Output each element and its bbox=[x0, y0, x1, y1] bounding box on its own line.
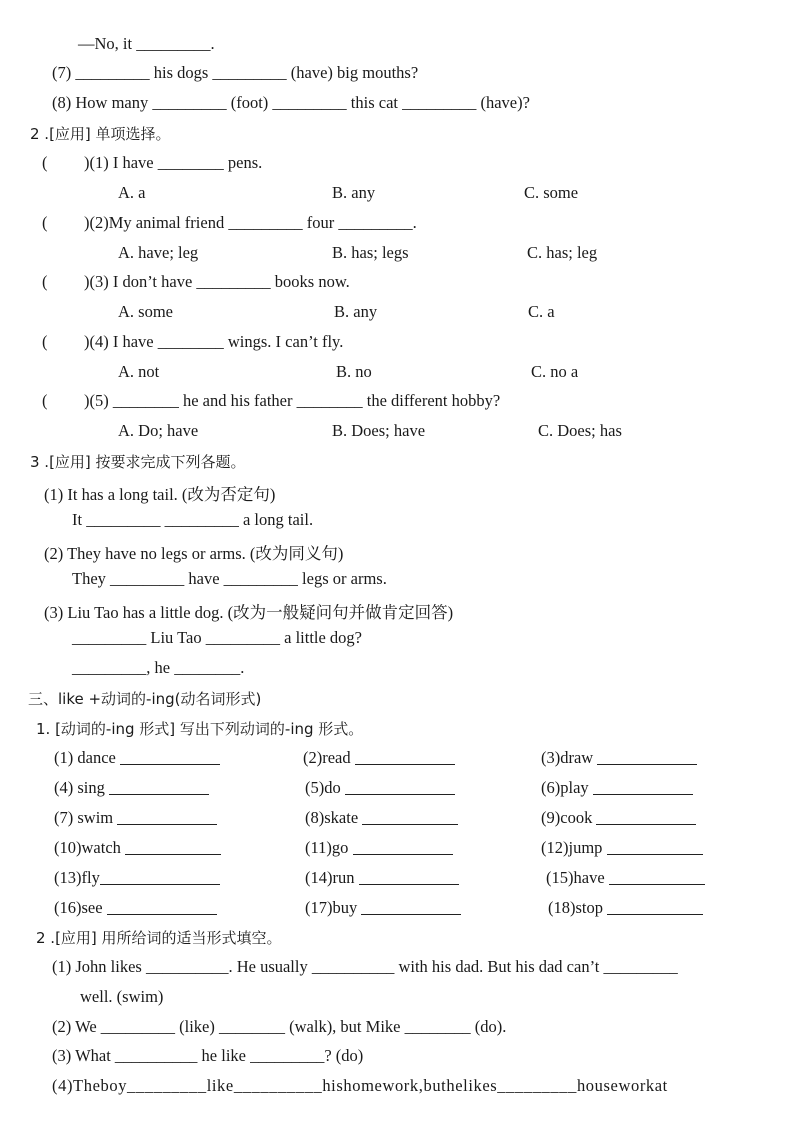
verb-item: (1) dance bbox=[54, 748, 220, 768]
fill-in-4: (4)Theboy_________like__________hishomework,buthelikes_________houseworkat bbox=[52, 1076, 668, 1095]
question-8: (8) How many _________ (foot) _________ this cat _________ (have)? bbox=[52, 93, 530, 112]
verb-item: (17)buy bbox=[305, 898, 461, 918]
verb-item: (8)skate bbox=[305, 808, 458, 828]
section-3-heading: 3 .[应用] 按要求完成下列各题。 bbox=[30, 453, 246, 471]
verb-item: (6)play bbox=[541, 778, 693, 798]
mcq-5-option-b: B. Does; have bbox=[332, 421, 426, 440]
fill-in-2: (2) We _________ (like) ________ (walk), but Mike ________ (do). bbox=[52, 1017, 507, 1036]
mcq-2-stem: )(2)My animal friend _________ four _________. bbox=[84, 213, 417, 232]
verb-item: (11)go bbox=[305, 838, 453, 858]
mcq-1-option-c: C. some bbox=[524, 183, 579, 202]
ing-form-heading: 1. [动词的-ing 形式] 写出下列动词的-ing 形式。 bbox=[36, 720, 364, 738]
mcq-4-option-a: A. not bbox=[118, 362, 160, 381]
mcq-2-option-b: B. has; legs bbox=[332, 243, 409, 262]
mcq-3-option-c: C. a bbox=[528, 302, 555, 321]
fill-in-3: (3) What __________ he like _________? (do) bbox=[52, 1046, 364, 1065]
fill-in-1-cont: well. (swim) bbox=[80, 987, 164, 1006]
answer-paren: ( bbox=[42, 153, 48, 172]
verb-item: (2)read bbox=[303, 748, 455, 768]
mcq-5-option-a: A. Do; have bbox=[118, 421, 199, 440]
mcq-3-option-b: B. any bbox=[334, 302, 378, 321]
transform-1-answer: It _________ _________ a long tail. bbox=[72, 510, 314, 529]
mcq-5-option-c: C. Does; has bbox=[538, 421, 622, 440]
transform-3-answer-reply: _________, he ________. bbox=[72, 658, 245, 677]
verb-item: (7) swim bbox=[54, 808, 217, 828]
mcq-5-stem: )(5) ________ he and his father ________ the different hobby? bbox=[84, 391, 501, 410]
mcq-3-option-a: A. some bbox=[118, 302, 173, 321]
verb-item: (5)do bbox=[305, 778, 455, 798]
fill-in-heading: 2 .[应用] 用所给词的适当形式填空。 bbox=[36, 929, 282, 947]
mcq-3-stem: )(3) I don’t have _________ books now. bbox=[84, 272, 350, 291]
transform-3-answer-question: _________ Liu Tao _________ a little dog? bbox=[72, 628, 363, 647]
question-7: (7) _________ his dogs _________ (have) big mouths? bbox=[52, 63, 419, 82]
verb-item: (4) sing bbox=[54, 778, 209, 798]
transform-2-prompt: (2) They have no legs or arms. (改为同义句) bbox=[44, 544, 344, 563]
mcq-1-option-b: B. any bbox=[332, 183, 376, 202]
mcq-4-stem: )(4) I have ________ wings. I can’t fly. bbox=[84, 332, 344, 351]
verb-item: (18)stop bbox=[548, 898, 703, 918]
answer-paren: ( bbox=[42, 213, 48, 232]
section-2-heading: 2 .[应用] 单项选择。 bbox=[30, 125, 171, 143]
answer-paren: ( bbox=[42, 391, 48, 410]
answer-paren: ( bbox=[42, 332, 48, 351]
transform-3-prompt: (3) Liu Tao has a little dog. (改为一般疑问句并做肯定回答) bbox=[44, 603, 454, 622]
answer-line-no-it: —No, it _________. bbox=[78, 34, 215, 53]
verb-item: (13)fly bbox=[54, 868, 220, 888]
mcq-4-option-b: B. no bbox=[336, 362, 372, 381]
mcq-1-stem: )(1) I have ________ pens. bbox=[84, 153, 263, 172]
verb-item: (12)jump bbox=[541, 838, 703, 858]
verb-item: (10)watch bbox=[54, 838, 221, 858]
verb-item: (14)run bbox=[305, 868, 459, 888]
mcq-2-option-c: C. has; leg bbox=[527, 243, 598, 262]
fill-in-1: (1) John likes __________. He usually __________ with his dad. But his dad can’t _________ bbox=[52, 957, 678, 976]
verb-item: (3)draw bbox=[541, 748, 697, 768]
answer-paren: ( bbox=[42, 272, 48, 291]
verb-item: (9)cook bbox=[541, 808, 696, 828]
transform-2-answer: They _________ have _________ legs or arms. bbox=[72, 569, 387, 588]
mcq-2-option-a: A. have; leg bbox=[118, 243, 199, 262]
verb-item: (16)see bbox=[54, 898, 217, 918]
mcq-4-option-c: C. no a bbox=[531, 362, 579, 381]
transform-1-prompt: (1) It has a long tail. (改为否定句) bbox=[44, 485, 276, 504]
mcq-1-option-a: A. a bbox=[118, 183, 146, 202]
verb-item: (15)have bbox=[546, 868, 705, 888]
part-3-title: 三、like +动词的-ing(动名词形式) bbox=[28, 690, 262, 708]
